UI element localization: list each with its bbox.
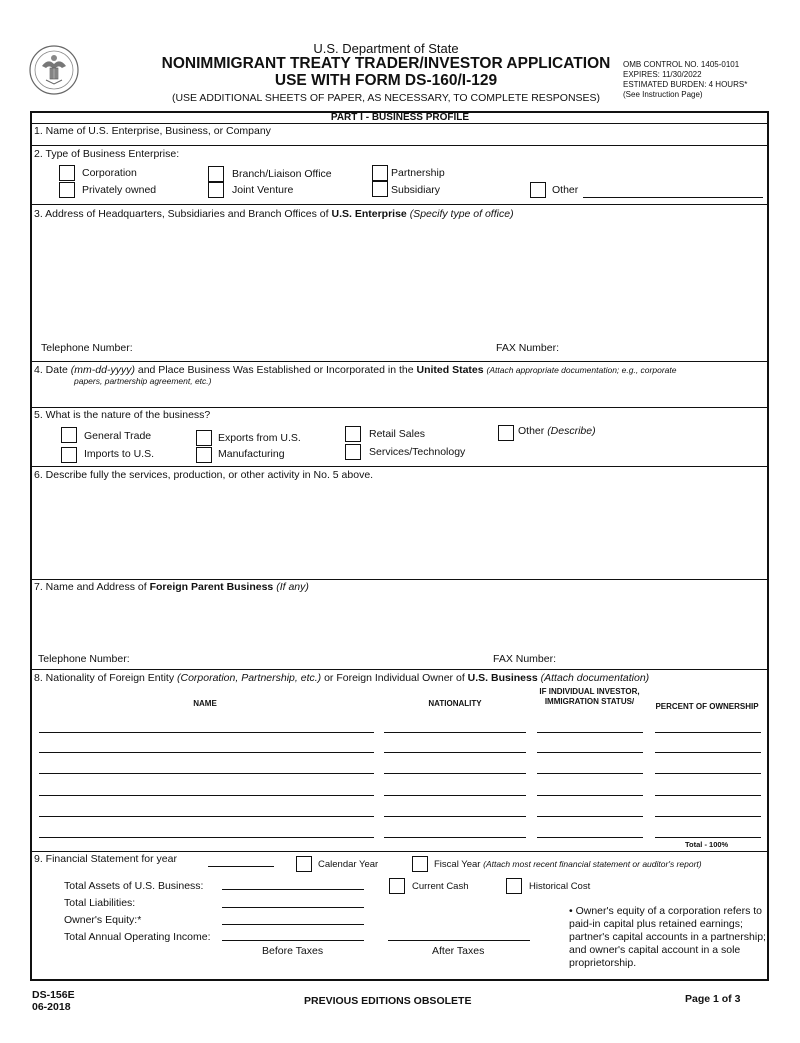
q3-label: 3. Address of Headquarters, Subsidiaries and Branch Offices of U.S. Enterprise (Specify type of office) — [34, 208, 514, 220]
option-services-technology: Services/Technology — [369, 446, 466, 458]
q3-address-input[interactable] — [32, 222, 766, 338]
q8-label: 8. Nationality of Foreign Entity (Corporation, Partnership, etc.) or Foreign Individual Owner of U.S. Business (Attach documentation) — [34, 672, 650, 684]
q7-telephone-label: Telephone Number: — [38, 653, 130, 665]
divider — [30, 579, 769, 580]
q1-label: 1. Name of U.S. Enterprise, Business, or Company — [34, 125, 271, 137]
nationality-input[interactable] — [384, 732, 526, 733]
form-subtitle-usage: USE WITH FORM DS-160/I-129 — [274, 72, 498, 89]
q2-label: 2. Type of Business Enterprise: — [34, 148, 180, 160]
form-id: DS-156E — [32, 989, 75, 1001]
option-current-cash: Current Cash — [412, 881, 469, 892]
previous-editions-note: PREVIOUS EDITIONS OBSOLETE — [304, 995, 472, 1007]
option-partnership: Partnership — [391, 167, 445, 179]
q1-input[interactable] — [32, 137, 766, 144]
q6-description-input[interactable] — [32, 483, 766, 577]
percent-ownership-input[interactable] — [655, 816, 761, 817]
part-title: PART I - BUSINESS PROFILE — [330, 112, 470, 123]
q7-address-input[interactable] — [32, 595, 766, 647]
income-after-taxes-input[interactable] — [388, 940, 530, 941]
owners-equity-label: Owner's Equity:* — [64, 914, 142, 926]
after-taxes-label: After Taxes — [432, 945, 485, 957]
q7-label: 7. Name and Address of Foreign Parent Business (If any) — [34, 581, 309, 593]
checkbox-current-cash[interactable] — [389, 878, 405, 894]
form-date: 06-2018 — [32, 1001, 71, 1013]
other-enterprise-input[interactable] — [583, 197, 763, 198]
omb-burden: ESTIMATED BURDEN: 4 HOURS* — [623, 80, 748, 89]
percent-ownership-input[interactable] — [655, 732, 761, 733]
option-fiscal-year: Fiscal Year (Attach most recent financial statement or auditor's report) — [434, 859, 702, 870]
immigration-status-input[interactable] — [537, 732, 643, 733]
nationality-input[interactable] — [384, 795, 526, 796]
page-number: Page 1 of 3 — [685, 993, 741, 1005]
divider — [30, 466, 769, 467]
nationality-input[interactable] — [384, 816, 526, 817]
checkbox-other-enterprise[interactable] — [530, 182, 546, 198]
divider — [30, 204, 769, 205]
name-input[interactable] — [39, 816, 374, 817]
q6-label: 6. Describe fully the services, production, or other activity in No. 5 above. — [34, 469, 374, 481]
column-immigration-status-line2: IMMIGRATION STATUS/ — [544, 697, 635, 706]
q4-date-place-input[interactable] — [32, 388, 766, 405]
nationality-input[interactable] — [384, 773, 526, 774]
q7-fax-label: FAX Number: — [493, 653, 557, 665]
total-assets-label: Total Assets of U.S. Business: — [64, 880, 204, 892]
name-input[interactable] — [39, 732, 374, 733]
name-input[interactable] — [39, 837, 374, 838]
percent-ownership-input[interactable] — [655, 795, 761, 796]
nationality-input[interactable] — [384, 837, 526, 838]
q4-label: 4. Date (mm-dd-yyyy) and Place Business Was Established or Incorporated in the United States (Attach appropriate documentation; e.g., corporate — [34, 364, 677, 376]
immigration-status-input[interactable] — [537, 837, 643, 838]
checkbox-historical-cost[interactable] — [506, 878, 522, 894]
option-subsidiary: Subsidiary — [391, 184, 441, 196]
divider — [30, 145, 769, 146]
option-exports: Exports from U.S. — [218, 432, 301, 444]
owners-equity-footnote: • Owner's equity of a corporation refers to paid-in capital plus retained earnings; partner's capital accounts in a partnership; and owner's capital account in a sole proprietorship. — [569, 905, 766, 969]
option-imports: Imports to U.S. — [84, 448, 155, 460]
immigration-status-input[interactable] — [537, 773, 643, 774]
checkbox-fiscal-year[interactable] — [412, 856, 428, 872]
financial-year-input[interactable] — [208, 866, 274, 867]
omb-see-instructions: (See Instruction Page) — [623, 90, 703, 99]
checkbox-partnership[interactable] — [372, 165, 388, 181]
option-corporation: Corporation — [82, 167, 137, 179]
checkbox-joint-venture[interactable] — [208, 182, 224, 198]
divider — [30, 669, 769, 670]
option-retail-sales: Retail Sales — [369, 428, 426, 440]
q4-label-continued: papers, partnership agreement, etc.) — [74, 376, 212, 386]
column-name: NAME — [193, 699, 217, 708]
nationality-input[interactable] — [384, 752, 526, 753]
checkbox-branch-liaison[interactable] — [208, 166, 224, 182]
option-general-trade: General Trade — [84, 430, 152, 442]
checkbox-services-technology[interactable] — [345, 444, 361, 460]
q9-label: 9. Financial Statement for year — [34, 853, 177, 865]
checkbox-imports[interactable] — [61, 447, 77, 463]
omb-expires: EXPIRES: 11/30/2022 — [623, 70, 702, 79]
option-joint-venture: Joint Venture — [232, 184, 294, 196]
option-other-business: Other (Describe) — [518, 425, 596, 437]
divider — [30, 123, 769, 124]
column-nationality: NATIONALITY — [428, 699, 482, 708]
income-before-taxes-input[interactable] — [222, 940, 364, 941]
immigration-status-input[interactable] — [537, 816, 643, 817]
q3-telephone-label: Telephone Number: — [41, 342, 133, 354]
checkbox-manufacturing[interactable] — [196, 447, 212, 463]
option-historical-cost: Historical Cost — [529, 881, 591, 892]
immigration-status-input[interactable] — [537, 752, 643, 753]
name-input[interactable] — [39, 752, 374, 753]
option-privately-owned: Privately owned — [82, 184, 157, 196]
total-percent-label: Total - 100% — [685, 840, 729, 849]
percent-ownership-input[interactable] — [655, 752, 761, 753]
total-liabilities-input[interactable] — [222, 907, 364, 908]
instructions-note: (USE ADDITIONAL SHEETS OF PAPER, AS NECESSARY, TO COMPLETE RESPONSES) — [171, 92, 601, 104]
percent-ownership-input[interactable] — [655, 773, 761, 774]
option-other: Other — [552, 184, 579, 196]
option-branch-liaison: Branch/Liaison Office — [232, 168, 332, 180]
owners-equity-input[interactable] — [222, 924, 364, 925]
form-title: NONIMMIGRANT TREATY TRADER/INVESTOR APPLICATION — [161, 55, 611, 72]
checkbox-corporation[interactable] — [59, 165, 75, 181]
department-name: U.S. Department of State — [313, 41, 459, 56]
column-percent-ownership: PERCENT OF OWNERSHIP — [655, 702, 759, 711]
before-taxes-label: Before Taxes — [262, 945, 324, 957]
checkbox-retail-sales[interactable] — [345, 426, 361, 442]
total-liabilities-label: Total Liabilities: — [64, 897, 136, 909]
checkbox-calendar-year[interactable] — [296, 856, 312, 872]
name-input[interactable] — [39, 773, 374, 774]
divider — [30, 407, 769, 408]
immigration-status-input[interactable] — [537, 795, 643, 796]
q5-label: 5. What is the nature of the business? — [34, 409, 211, 421]
column-immigration-status-line1: IF INDIVIDUAL INVESTOR, — [539, 687, 640, 696]
divider — [30, 851, 769, 852]
option-calendar-year: Calendar Year — [318, 859, 379, 870]
checkbox-subsidiary[interactable] — [372, 181, 388, 197]
option-manufacturing: Manufacturing — [218, 448, 285, 460]
omb-control: OMB CONTROL NO. 1405-0101 — [623, 60, 740, 69]
checkbox-general-trade[interactable] — [61, 427, 77, 443]
total-assets-input[interactable] — [222, 889, 364, 890]
checkbox-privately-owned[interactable] — [59, 182, 75, 198]
name-input[interactable] — [39, 795, 374, 796]
operating-income-label: Total Annual Operating Income: — [64, 931, 211, 943]
checkbox-other-business[interactable] — [498, 425, 514, 441]
q3-fax-label: FAX Number: — [496, 342, 560, 354]
percent-ownership-input[interactable] — [655, 837, 761, 838]
divider — [30, 361, 769, 362]
checkbox-exports[interactable] — [196, 430, 212, 446]
